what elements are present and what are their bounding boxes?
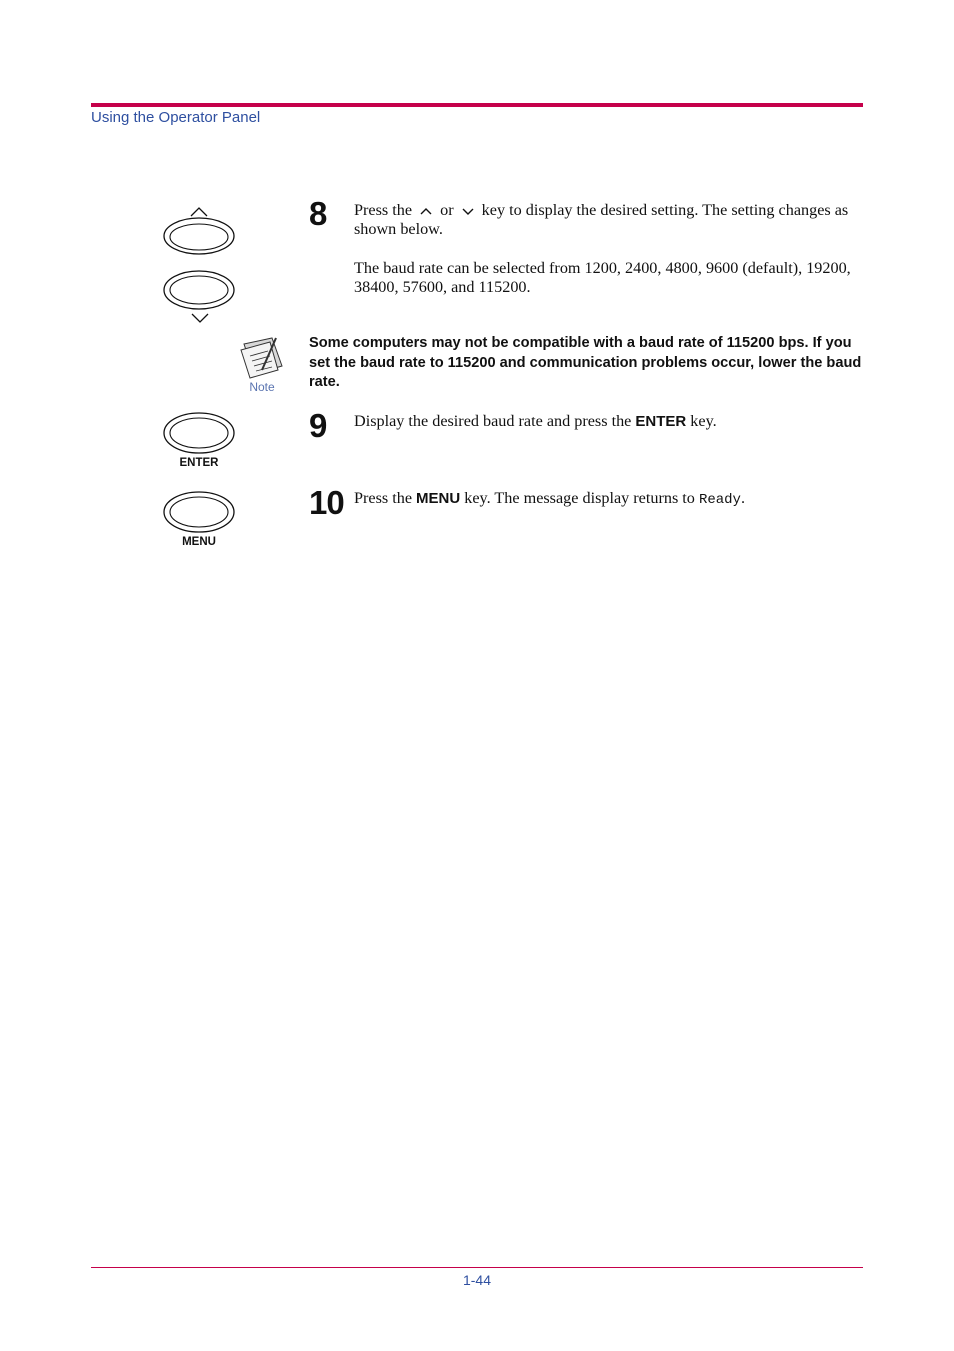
note-text: Some computers may not be compatible with a baud rate of 115200 bps. If you set the baud rate to 115200 and communication problems occur, lower the baud rate.: [309, 335, 862, 390]
up-arrow-icon: [419, 206, 433, 216]
display-message: Ready: [698, 492, 741, 508]
page-number: 1-44: [462, 1272, 492, 1288]
step-number: 9: [309, 407, 327, 444]
note-label: Note: [249, 380, 275, 394]
enter-key-label: ENTER: [179, 457, 219, 469]
menu-key: [160, 489, 240, 537]
section-title: Using the Operator Panel: [91, 109, 261, 126]
enter-keyword: ENTER: [635, 413, 687, 430]
step-number: 10: [309, 484, 344, 521]
step-8-baud-rates: The baud rate can be selected from 1200, 2400, 4800, 9600 (default), 19200, 38400, 57600, and 115200.: [354, 259, 851, 296]
menu-keyword: MENU: [416, 490, 461, 507]
down-key: [160, 268, 240, 326]
up-arrow-icon: [191, 208, 207, 216]
step-number: 8: [309, 195, 327, 232]
menu-key-label: MENU: [182, 536, 216, 548]
header-rule: [91, 103, 863, 107]
up-key: [160, 204, 240, 260]
note-icon: [238, 336, 286, 380]
step-8-instruction: Press the or key to display the desired setting. The setting changes as shown below.: [354, 201, 849, 238]
step-10-instruction: Press the MENU key. The message display returns to Ready.: [354, 489, 745, 508]
down-arrow-icon: [461, 206, 475, 216]
step-9-instruction: Display the desired baud rate and press the ENTER key.: [354, 412, 717, 430]
enter-key: [160, 410, 240, 458]
down-arrow-icon: [192, 314, 208, 322]
footer-rule: [91, 1267, 863, 1268]
